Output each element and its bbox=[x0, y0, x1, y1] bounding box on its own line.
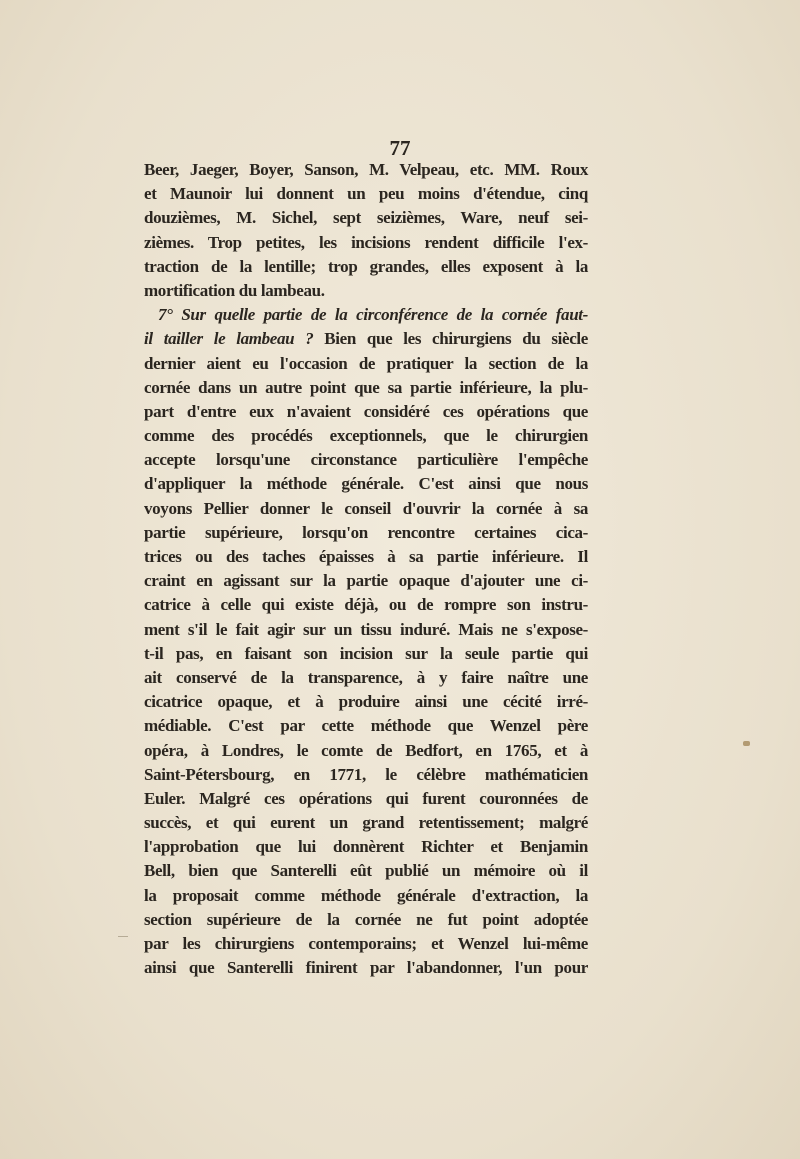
text-line: par les chirurgiens contemporains; et Wenzel lui-même bbox=[144, 934, 588, 953]
text-line: part d'entre eux n'avaient considéré ces opérations que bbox=[144, 401, 588, 421]
section-heading-cont: il tailler le lambeau ? bbox=[144, 329, 314, 349]
text-line-rest: Bien que les chirurgiens du siècle bbox=[313, 329, 588, 349]
paper-stain bbox=[743, 741, 750, 746]
text-line: Euler. Malgré ces opérations qui furent couronnées de bbox=[144, 788, 588, 808]
text-line: trices ou des taches épaisses à sa partie inférieure. Il bbox=[144, 547, 588, 566]
text-line: succès, et qui eurent un grand retentissement; malgré bbox=[144, 813, 588, 833]
text-line: dernier aient eu l'occasion de pratiquer la section de la bbox=[144, 353, 588, 373]
body-text bbox=[144, 158, 588, 980]
text-line: craint en agissant sur la partie opaque d'ajouter une ci- bbox=[144, 571, 588, 591]
text-line: médiable. C'est par cette méthode que Wenzel père bbox=[144, 716, 588, 736]
section-heading: 7° Sur quelle partie de la circonférence de la cornée faut- bbox=[158, 305, 588, 325]
text-line: zièmes. Trop petites, les incisions rendent difficile l'ex- bbox=[144, 232, 588, 252]
text-line-heading-cont bbox=[144, 327, 588, 351]
text-line: traction de la lentille; trop grandes, elles exposent à la bbox=[144, 256, 588, 276]
text-line: cornée dans un autre point que sa partie inférieure, la plu- bbox=[144, 377, 588, 397]
text-line: la proposait comme méthode générale d'extraction, la bbox=[144, 885, 588, 905]
text-line: Beer, Jaeger, Boyer, Sanson, M. Velpeau, etc. MM. Roux bbox=[144, 160, 588, 179]
text-line: mortification du lambeau. bbox=[144, 280, 325, 300]
text-line: Saint-Pétersbourg, en 1771, le célèbre mathématicien bbox=[144, 764, 588, 784]
text-line: Bell, bien que Santerelli eût publié un mémoire où il bbox=[144, 861, 588, 881]
text-line: partie supérieure, lorsqu'on rencontre certaines cica- bbox=[144, 522, 588, 542]
text-line: ait conservé de la transparence, à y faire naître une bbox=[144, 667, 588, 687]
text-line: section supérieure de la cornée ne fut point adoptée bbox=[144, 909, 588, 929]
text-line: catrice à celle qui existe déjà, ou de rompre son instru- bbox=[144, 595, 588, 615]
text-line: et Maunoir lui donnent un peu moins d'étendue, cinq bbox=[144, 184, 588, 204]
text-line: cicatrice opaque, et à produire ainsi une cécité irré- bbox=[144, 692, 588, 712]
text-line: opéra, à Londres, le comte de Bedfort, en 1765, et à bbox=[144, 740, 588, 760]
paper-mark bbox=[118, 936, 128, 937]
text-line: d'appliquer la méthode générale. C'est ainsi que nous bbox=[144, 474, 588, 494]
text-line: t-il pas, en faisant son incision sur la seule partie qui bbox=[144, 643, 588, 663]
text-line: accepte lorsqu'une circonstance particulière l'empêche bbox=[144, 450, 588, 470]
text-line: ment s'il le fait agir sur un tissu induré. Mais ne s'expose- bbox=[144, 619, 588, 639]
text-line: comme des procédés exceptionnels, que le chirurgien bbox=[144, 426, 588, 446]
page-number: 77 bbox=[389, 136, 411, 160]
text-line: ainsi que Santerelli finirent par l'abandonner, l'un pour bbox=[144, 958, 588, 978]
text-line: l'approbation que lui donnèrent Richter et Benjamin bbox=[144, 837, 588, 857]
text-line: douzièmes, M. Sichel, sept seizièmes, Ware, neuf sei- bbox=[144, 208, 588, 228]
text-line: voyons Pellier donner le conseil d'ouvrir la cornée à sa bbox=[144, 498, 588, 518]
